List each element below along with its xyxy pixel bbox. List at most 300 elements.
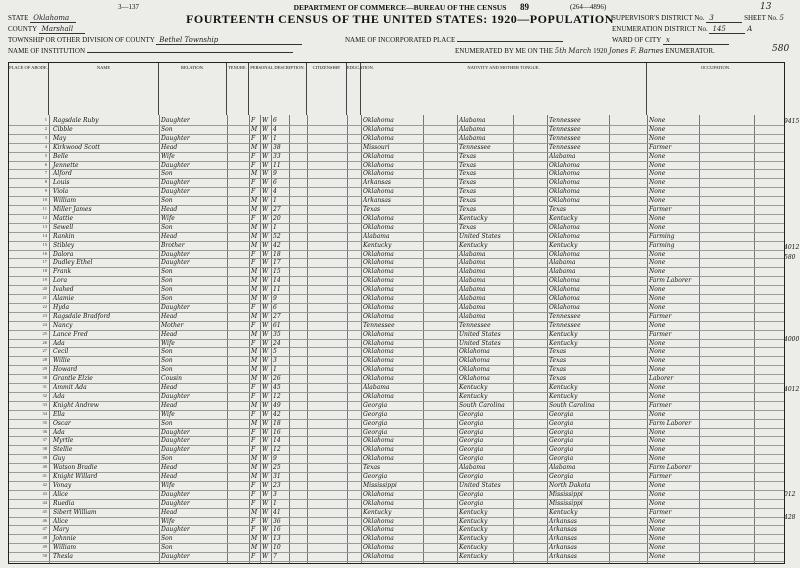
line-number: 9 [44,188,47,194]
cell-sex: F [251,437,256,445]
cell-sex: M [251,232,258,240]
cell-birth: Oklahoma [363,535,394,543]
cell-age: 4 [273,125,277,133]
line-number: 39 [42,455,47,461]
cell-occupation: None [649,214,666,222]
line-number: 2 [44,125,47,131]
cell-mother: Mississippi [549,490,583,498]
cell-relation: Son [161,223,173,231]
cell-occupation: None [649,188,666,196]
cell-sex: F [251,152,256,160]
cell-sex: M [251,348,258,356]
page-number: 89 [520,2,529,12]
cell-name: Mary [53,526,69,534]
cell-name: Sibert William [53,508,97,516]
enumerator-name: Jones F. Barnes [608,47,664,55]
cell-name: William [53,197,77,205]
supervisor-value: 3 [706,14,742,23]
cell-relation: Son [161,268,173,276]
cell-name: Guy [53,455,66,463]
line-number: 36 [42,428,47,434]
cell-name: Cecil [53,348,69,356]
line-number: 8 [44,179,47,185]
cell-birth: Georgia [363,428,388,436]
line-number: 11 [42,206,47,211]
cell-relation: Son [161,125,173,133]
cell-sex: F [251,526,256,534]
cell-age: 41 [273,508,281,516]
line-number: 41 [42,473,47,478]
cell-name: Johnnie [53,535,77,543]
cell-age: 45 [273,384,281,391]
supervisor-field [612,14,784,23]
cell-father: Alabama [459,250,486,258]
cell-name: Mattie [53,214,74,222]
cell-race: W [262,348,269,356]
cell-relation: Daughter [161,117,190,124]
cell-father: Kentucky [459,544,488,552]
cell-birth: Oklahoma [363,348,394,356]
line-number: 6 [44,161,47,167]
cell-father: Alabama [459,134,486,142]
cell-birth: Georgia [363,473,388,480]
cell-race: W [262,535,269,543]
cell-birth: Texas [363,464,381,472]
cell-birth: Oklahoma [363,295,394,302]
cell-relation: Head [161,206,178,213]
cell-race: W [262,526,269,534]
cell-sex: M [251,401,258,409]
cell-sex: M [251,197,258,205]
line-number: 48 [42,535,47,541]
cell-age: 6 [273,179,277,187]
cell-sex: M [251,330,258,338]
stamp-number: 580 [772,44,790,54]
cell-birth: Oklahoma [363,259,394,267]
cell-name: Ella [53,410,65,418]
cell-father: Oklahoma [459,366,490,374]
cell-race: W [262,321,269,329]
corner-mark: 13 [760,2,772,12]
enumeration-value: 145 [709,25,745,34]
cell-birth: Oklahoma [363,490,394,498]
line-number: 22 [42,303,47,309]
cell-race: W [262,366,269,374]
line-number: 25 [42,330,47,336]
cell-father: Oklahoma [459,357,490,365]
cell-age: 24 [273,339,281,347]
cell-mother: Kentucky [549,339,578,347]
cell-sex: M [251,464,258,472]
cell-race: W [262,437,269,445]
cell-sex: F [251,214,256,222]
cell-father: Alabama [459,303,486,311]
cell-age: 13 [273,535,281,543]
cell-sex: F [251,446,256,454]
cell-race: W [262,553,269,561]
cell-name: Ivahed [53,286,74,294]
cell-sex: M [251,125,258,133]
cell-race: W [262,232,269,240]
cell-name: Ammit Ada [53,384,87,391]
cell-mother: Kentucky [549,214,578,222]
cell-relation: Daughter [161,250,190,258]
cell-race: W [262,125,269,133]
cell-age: 25 [273,464,281,472]
cell-relation: Daughter [161,499,190,507]
line-number: 31 [42,384,47,389]
cell-name: Grantle Elzie [53,375,93,383]
cell-mother: Alabama [549,268,576,276]
cell-age: 5 [273,348,277,356]
cell-race: W [262,134,269,142]
cell-race: W [262,401,269,409]
column-header-nativity: NATIVITY AND MOTHER TONGUE. [361,63,647,115]
cell-birth: Oklahoma [363,446,394,454]
cell-birth: Mississippi [363,481,397,489]
cell-race: W [262,152,269,160]
cell-birth: Oklahoma [363,161,394,169]
cell-race: W [262,241,269,249]
enumerator-label: ENUMERATOR. [665,47,715,55]
cell-occupation: Farming [649,241,675,249]
cell-age: 1 [273,499,277,507]
cell-relation: Son [161,419,173,427]
cell-birth: Alabama [363,384,390,391]
cell-age: 10 [273,544,281,552]
cell-name: Viola [53,188,69,196]
cell-birth: Oklahoma [363,517,394,525]
cell-mother: Texas [549,375,567,383]
cell-sex: F [251,134,256,142]
cell-name: Sewell [53,223,74,231]
cell-name: Belle [53,152,69,160]
line-number: 14 [42,232,47,238]
cell-mother: Alabama [549,259,576,267]
margin-note: 580 [784,254,796,261]
cell-sex: F [251,517,256,525]
cell-mother: Texas [549,357,567,365]
cell-relation: Mother [161,321,184,329]
cell-father: Texas [459,152,477,160]
cell-birth: Oklahoma [363,170,394,178]
cell-mother: Georgia [549,428,574,436]
census-table [8,62,785,564]
cell-name: Ada [53,428,65,436]
line-number: 40 [42,464,47,470]
cell-name: Thesla [53,553,73,561]
cell-mother: Kentucky [549,241,578,249]
cell-birth: Kentucky [363,241,392,249]
township-value: Bethel Township [156,36,302,45]
cell-father: Texas [459,206,477,213]
cell-race: W [262,446,269,454]
cell-sex: M [251,268,258,276]
cell-mother: Tennessee [549,125,581,133]
institution-value [87,52,293,53]
cell-relation: Daughter [161,437,190,445]
line-number: 38 [42,446,47,452]
cell-birth: Arkansas [363,197,392,205]
county-label: COUNTY [8,25,37,33]
cell-mother: Tennessee [549,321,581,329]
cell-birth: Oklahoma [363,134,394,142]
cell-father: Kentucky [459,392,488,400]
cell-sex: F [251,481,256,489]
cell-mother: Texas [549,348,567,356]
cell-age: 9 [273,170,277,178]
cell-race: W [262,499,269,507]
cell-name: Ada [53,392,65,400]
cell-birth: Oklahoma [363,117,394,124]
line-number: 44 [42,499,47,505]
line-number: 24 [42,321,47,327]
cell-birth: Oklahoma [363,152,394,160]
cell-occupation: None [649,197,666,205]
enumerated-day: 5th [554,47,567,55]
cell-birth: Oklahoma [363,366,394,374]
cell-age: 14 [273,437,281,445]
cell-birth: Oklahoma [363,125,394,133]
line-number: 28 [42,357,47,363]
cell-race: W [262,544,269,552]
cell-relation: Daughter [161,428,190,436]
row-divider [9,561,784,562]
cell-age: 26 [273,375,281,383]
cell-mother: Oklahoma [549,277,580,285]
cell-name: Knight Andrew [53,401,99,409]
cell-occupation: Farmer [649,312,672,320]
cell-race: W [262,375,269,383]
cell-father: Alabama [459,464,486,472]
cell-mother: Oklahoma [549,170,580,178]
cell-father: United States [459,232,501,240]
cell-father: Georgia [459,428,484,436]
cell-age: 1 [273,197,277,205]
cell-sex: F [251,428,256,436]
cell-occupation: Farmer [649,143,672,151]
line-number: 45 [42,508,47,514]
cell-sex: M [251,375,258,383]
cell-age: 12 [273,392,281,400]
cell-father: Kentucky [459,508,488,516]
ward-value: x [663,36,729,45]
cell-relation: Son [161,286,173,294]
line-number: 27 [42,348,47,354]
cell-sex: M [251,286,258,294]
cell-birth: Oklahoma [363,544,394,552]
cell-birth: Kentucky [363,508,392,516]
cell-mother: Georgia [549,455,574,463]
cell-birth: Oklahoma [363,286,394,294]
cell-occupation: None [649,553,666,561]
cell-birth: Oklahoma [363,277,394,285]
cell-father: Alabama [459,268,486,276]
cell-sex: F [251,499,256,507]
cell-father: Kentucky [459,214,488,222]
cell-relation: Daughter [161,446,190,454]
cell-relation: Son [161,295,173,302]
department-heading: DEPARTMENT OF COMMERCE—BUREAU OF THE CENSUS [293,3,507,12]
cell-father: Georgia [459,473,484,480]
cell-occupation: None [649,384,666,391]
cell-mother: Alabama [549,464,576,472]
cell-mother: Oklahoma [549,232,580,240]
cell-relation: Daughter [161,526,190,534]
cell-occupation: None [649,455,666,463]
form-number: 3—137 [118,3,139,11]
county-value: Marshall [39,25,85,34]
cell-age: 14 [273,277,281,285]
cell-father: Alabama [459,295,486,302]
cell-birth: Oklahoma [363,375,394,383]
cell-name: Myrtle [53,437,74,445]
cell-occupation: None [649,125,666,133]
cell-race: W [262,455,269,463]
institution-label: NAME OF INSTITUTION [8,47,85,55]
cell-father: Georgia [459,490,484,498]
cell-sex: F [251,490,256,498]
cell-occupation: None [649,428,666,436]
cell-race: W [262,268,269,276]
cell-race: W [262,303,269,311]
cell-race: W [262,197,269,205]
cell-occupation: None [649,392,666,400]
line-number: 1 [44,117,47,122]
cell-occupation: None [649,481,666,489]
cell-relation: Head [161,473,178,480]
line-number: 21 [42,295,47,300]
cell-birth: Oklahoma [363,250,394,258]
cell-relation: Head [161,401,178,409]
incorporated-label: NAME OF INCORPORATED PLACE [345,36,456,44]
cell-occupation: None [649,134,666,142]
cell-name: Stibley [53,241,75,249]
cell-sex: M [251,241,258,249]
cell-occupation: Farmer [649,508,672,516]
form-code: (264—4896) [570,3,607,11]
cell-birth: Oklahoma [363,357,394,365]
cell-birth: Oklahoma [363,223,394,231]
cell-father: Texas [459,197,477,205]
cell-race: W [262,312,269,320]
cell-father: Alabama [459,259,486,267]
cell-name: Nancy [53,321,73,329]
cell-race: W [262,295,269,302]
cell-father: Oklahoma [459,348,490,356]
cell-sex: F [251,179,256,187]
cell-mother: Georgia [549,437,574,445]
cell-mother: South Carolina [549,401,595,409]
cell-relation: Wife [161,410,175,418]
cell-birth: Tennessee [363,321,395,329]
cell-race: W [262,223,269,231]
cell-sex: M [251,206,258,213]
cell-sex: M [251,455,258,463]
cell-relation: Wife [161,481,175,489]
ward-label: WARD OF CITY [612,36,662,44]
cell-sex: M [251,223,258,231]
line-number: 7 [44,170,47,176]
cell-occupation: None [649,339,666,347]
cell-age: 1 [273,223,277,231]
cell-occupation: Farmer [649,401,672,409]
cell-occupation: None [649,250,666,258]
cell-name: Oscar [53,419,71,427]
cell-sex: F [251,188,256,196]
cell-relation: Brother [161,241,185,249]
incorporated-place-field [345,36,563,44]
cell-relation: Head [161,508,178,516]
cell-mother: Oklahoma [549,197,580,205]
cell-name: Howard [53,366,78,374]
cell-race: W [262,286,269,294]
cell-mother: Arkansas [549,535,578,543]
cell-relation: Son [161,170,173,178]
line-number: 12 [42,214,47,220]
cell-birth: Missouri [363,143,390,151]
cell-relation: Head [161,330,178,338]
cell-relation: Daughter [161,490,190,498]
cell-race: W [262,490,269,498]
cell-father: Kentucky [459,241,488,249]
ward-field [612,36,729,45]
cell-mother: Oklahoma [549,250,580,258]
cell-age: 49 [273,401,281,409]
cell-birth: Alabama [363,232,390,240]
cell-race: W [262,179,269,187]
cell-relation: Wife [161,517,175,525]
margin-note: 428 [784,514,796,521]
cell-race: W [262,250,269,258]
cell-age: 35 [273,330,281,338]
cell-mother: Oklahoma [549,188,580,196]
cell-sex: F [251,553,256,561]
cell-father: Tennessee [459,143,491,151]
cell-occupation: None [649,499,666,507]
cell-occupation: None [649,303,666,311]
cell-relation: Cousin [161,375,182,383]
cell-sex: F [251,259,256,267]
cell-mother: Arkansas [549,544,578,552]
cell-relation: Daughter [161,134,190,142]
cell-mother: Kentucky [549,392,578,400]
cell-name: Jennette [53,161,79,169]
cell-age: 7 [273,553,277,561]
cell-race: W [262,259,269,267]
cell-age: 18 [273,250,281,258]
margin-note: 4000 [784,336,800,343]
cell-father: Georgia [459,410,484,418]
cell-mother: Oklahoma [549,179,580,187]
cell-mother: Arkansas [549,526,578,534]
cell-age: 15 [273,268,281,276]
cell-birth: Oklahoma [363,553,394,561]
cell-relation: Daughter [161,179,190,187]
cell-age: 27 [273,206,281,213]
cell-race: W [262,384,269,391]
line-number: 20 [42,286,47,292]
cell-age: 27 [273,312,281,320]
column-header-personal: PERSONAL DESCRIPTION. [249,63,307,115]
cell-father: Texas [459,188,477,196]
cell-father: Georgia [459,419,484,427]
cell-name: Alice [53,517,69,525]
column-header-abode: PLACE OF ABODE. [9,63,49,115]
cell-father: Georgia [459,446,484,454]
cell-race: W [262,277,269,285]
cell-name: Miller James [53,206,92,213]
